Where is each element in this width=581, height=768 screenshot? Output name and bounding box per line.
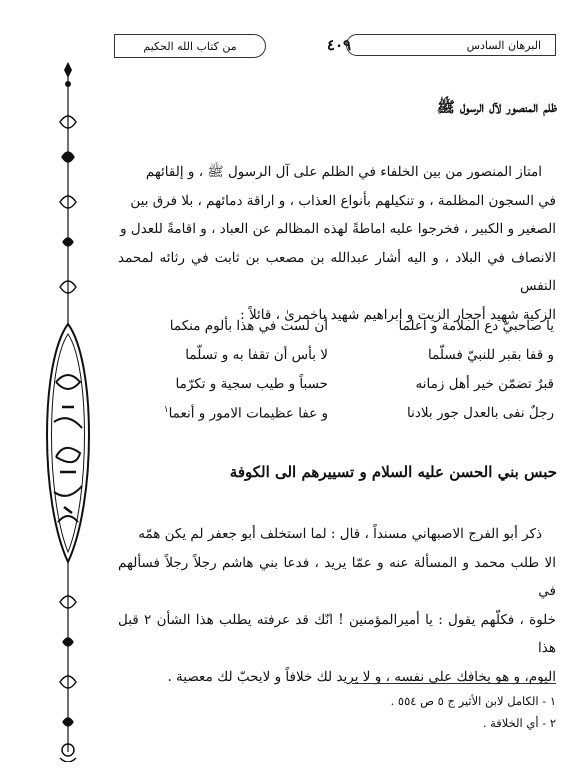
verse-second-hemistich: حسباً و طيب سجية و تكرّما	[175, 376, 328, 392]
verse-second-hemistich	[118, 405, 328, 422]
verse-text: و عفا عظيمات الامور و أنعما	[168, 405, 328, 422]
paragraph-line: الصغير و الكبير ، فخرجوا عليه اماطةً لهذه المظالم عن العباد ، و اقامةً للعدل و	[120, 221, 556, 237]
footnote-divider	[352, 683, 556, 684]
verse-line	[118, 347, 556, 376]
section-paragraph	[118, 158, 556, 329]
paragraph-line: في السجون المظلمة ، و تنكيلهم بأنواع العذاب ، و اراقة دمائهم ، بلا فرق بين	[130, 192, 556, 209]
decorative-ornament	[38, 62, 98, 762]
verse-line	[118, 405, 556, 434]
poem	[118, 318, 556, 434]
calligraphy-medallion-icon	[47, 324, 89, 562]
verse-first-hemistich: رجلٌ نفى بالعدل جور بلادنا	[406, 405, 554, 421]
running-title: البرهان السادس	[346, 34, 556, 56]
paragraph-line: ذكر أبو الفرج الاصبهاني مسنداً ، قال : لما استخلف أبو جعفر لم يكن همّه	[138, 526, 542, 542]
verse-first-hemistich: و قفا بقبر للنبيّ فسلّما	[427, 347, 554, 363]
paragraph-line: الا طلب محمد و المسألة عنه و عمّا يريد ، فدعا بني هاشم رجلاً رجلاً فسألهم في	[118, 554, 556, 599]
top-finial-icon	[64, 62, 72, 87]
section-paragraph	[118, 520, 556, 691]
footnote-item: ٢ - أي الخلافة .	[482, 716, 556, 730]
section-heading: حبس بني الحسن عليه السلام و تسييرهم الى الكوفة	[229, 463, 557, 481]
verse-line	[118, 318, 556, 347]
paragraph-line: الانصاف في البلاد ، و اليه أشار عبدالله بن مصعب بن ثابت في رثائه لمحمد النفس	[118, 249, 556, 294]
verse-first-hemistich: يا صاحبيّ دع الملامة و اعلما	[398, 318, 554, 334]
section-heading: ظلم المنصور لآل الرسول ﷺ	[436, 98, 557, 116]
source-label: من كتاب الله الحكيم	[114, 34, 266, 58]
verse-second-hemistich: أن لست في هذا بألوم منكما	[169, 318, 328, 334]
page-number: ٤٠٩	[326, 36, 352, 54]
paragraph-line: خلوة ، فكلّهم يقول : يا أميرالمؤمنين ! انّك قد عرفته يطلب هذا الشأن ٢ قبل هذا	[118, 611, 556, 656]
paragraph-line: اليوم، و هو يخافك على نفسه ، و لا يريد لك خلافاً و لايحبّ لك معصية .	[167, 668, 556, 685]
footnote-item: ١ - الكامل لابن الأثير ج ٥ ص ٥٥٤ .	[390, 694, 556, 708]
verse-first-hemistich: قبرٌ تضمّن خير أهل زمانه	[415, 376, 554, 392]
page-header	[114, 34, 556, 58]
paragraph-line: امتاز المنصور من بين الخلفاء في الظلم على آل الرسول ﷺ ، و إلقائهم	[145, 164, 542, 180]
verse-second-hemistich: لا بأس أن تقفا به و تسلّما	[185, 347, 328, 363]
verse-line	[118, 376, 556, 405]
paragraph-line: الزكية شهيد أحجار الزيت و ابراهيم شهيد باخمرىٰ ، قائلاً :	[240, 306, 556, 323]
footnotes	[316, 690, 556, 734]
footnote-marker: ١	[163, 405, 169, 415]
